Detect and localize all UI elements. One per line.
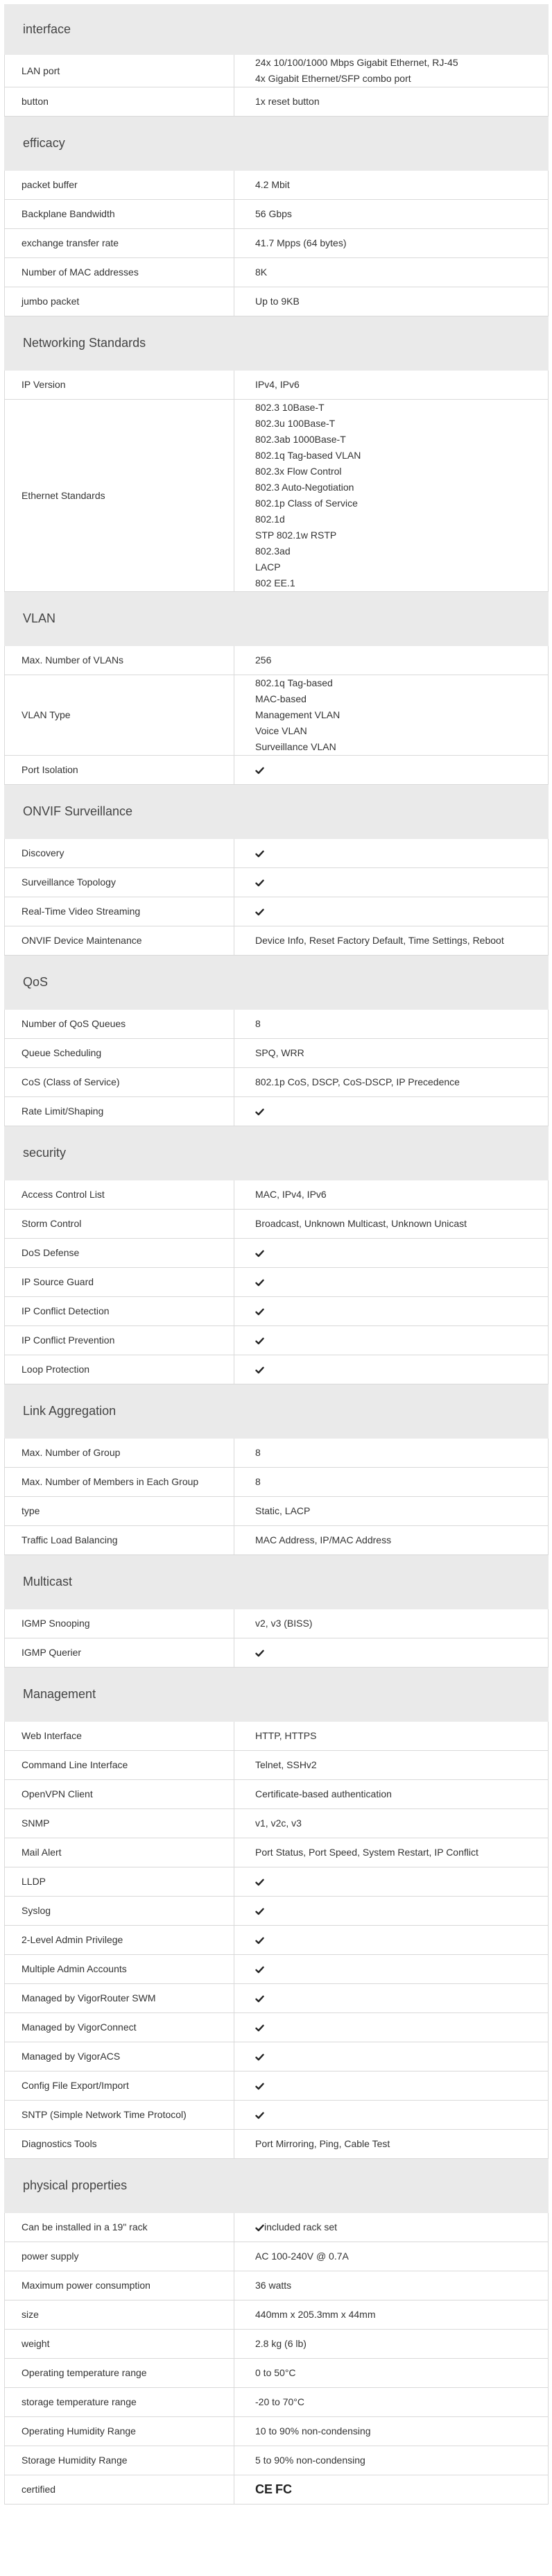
spec-label: 2-Level Admin Privilege bbox=[5, 1926, 234, 1955]
spec-row-diagnostics-tools bbox=[5, 2130, 549, 2159]
section-title: security bbox=[5, 1126, 549, 1180]
certification-marks bbox=[255, 2482, 292, 2498]
spec-label: Number of MAC addresses bbox=[5, 258, 234, 287]
spec-value-line: 2.8 kg (6 lb) bbox=[255, 2338, 307, 2349]
spec-value bbox=[234, 258, 549, 287]
spec-row-ip-version bbox=[5, 371, 549, 400]
spec-label: Rate Limit/Shaping bbox=[5, 1097, 234, 1126]
spec-row-storage-humidity-range bbox=[5, 2446, 549, 2475]
spec-row-rate-limit-shaping bbox=[5, 1097, 549, 1126]
spec-row-exchange-transfer-rate bbox=[5, 229, 549, 258]
spec-value bbox=[234, 1326, 549, 1355]
spec-value-line: 56 Gbps bbox=[255, 208, 292, 219]
checkmark-icon bbox=[255, 1879, 264, 1886]
spec-label: Real-Time Video Streaming bbox=[5, 897, 234, 926]
spec-value bbox=[234, 756, 549, 785]
spec-value bbox=[234, 400, 549, 592]
spec-value-line: 10 to 90% non-condensing bbox=[255, 2425, 371, 2437]
spec-value bbox=[234, 1838, 549, 1867]
spec-value bbox=[234, 1497, 549, 1526]
section-title: Multicast bbox=[5, 1555, 549, 1609]
spec-value bbox=[234, 1039, 549, 1068]
spec-value bbox=[234, 2388, 549, 2417]
spec-value-line: included rack set bbox=[264, 2221, 338, 2232]
spec-value-line: -20 to 70°C bbox=[255, 2396, 304, 2407]
spec-label: Loop Protection bbox=[5, 1355, 234, 1384]
spec-label: Max. Number of Members in Each Group bbox=[5, 1468, 234, 1497]
spec-value-line: STP 802.1w RSTP bbox=[255, 529, 337, 541]
spec-value-line: 4x Gigabit Ethernet/SFP combo port bbox=[255, 73, 411, 84]
spec-value bbox=[234, 675, 549, 756]
spec-value bbox=[234, 2213, 549, 2242]
spec-value bbox=[234, 1268, 549, 1297]
spec-row-config-file-export-import bbox=[5, 2071, 549, 2101]
section-title: VLAN bbox=[5, 592, 549, 646]
spec-row-type bbox=[5, 1497, 549, 1526]
spec-value bbox=[234, 2359, 549, 2388]
spec-value bbox=[234, 2242, 549, 2271]
spec-label: certified bbox=[5, 2475, 234, 2505]
spec-value-line: MAC, IPv4, IPv6 bbox=[255, 1189, 327, 1200]
spec-value bbox=[234, 371, 549, 400]
spec-value bbox=[234, 1638, 549, 1668]
spec-value-line: 4.2 Mbit bbox=[255, 179, 290, 190]
spec-value-line: 24x 10/100/1000 Mbps Gigabit Ethernet, RJ-45 bbox=[255, 57, 458, 68]
checkmark-icon bbox=[255, 1250, 264, 1257]
spec-label: Managed by VigorConnect bbox=[5, 2013, 234, 2042]
spec-label: Web Interface bbox=[5, 1722, 234, 1751]
checkmark-icon bbox=[255, 1337, 264, 1345]
spec-value bbox=[234, 1897, 549, 1926]
spec-table-body bbox=[5, 5, 549, 2505]
spec-label: packet buffer bbox=[5, 171, 234, 200]
section-title: Networking Standards bbox=[5, 316, 549, 371]
section-title: Management bbox=[5, 1668, 549, 1722]
spec-label: VLAN Type bbox=[5, 675, 234, 756]
spec-row-max-number-of-members-in-each-group bbox=[5, 1468, 549, 1497]
section-header-multicast bbox=[5, 1555, 549, 1609]
spec-value-line: Voice VLAN bbox=[255, 725, 307, 736]
spec-value-line: IPv4, IPv6 bbox=[255, 379, 300, 390]
section-header-onvif-surveillance bbox=[5, 785, 549, 839]
spec-value-line: 5 to 90% non-condensing bbox=[255, 2455, 365, 2466]
checkmark-icon bbox=[255, 1650, 264, 1657]
spec-row-operating-temperature-range bbox=[5, 2359, 549, 2388]
spec-value bbox=[234, 1926, 549, 1955]
spec-value-line: v1, v2c, v3 bbox=[255, 1817, 302, 1829]
spec-label: Operating Humidity Range bbox=[5, 2417, 234, 2446]
spec-value bbox=[234, 55, 549, 87]
spec-label: SNTP (Simple Network Time Protocol) bbox=[5, 2101, 234, 2130]
spec-label: IP Conflict Prevention bbox=[5, 1326, 234, 1355]
section-title: physical properties bbox=[5, 2159, 549, 2213]
spec-value-line: 36 watts bbox=[255, 2280, 292, 2291]
spec-row-sntp-simple-network-time-protocol bbox=[5, 2101, 549, 2130]
spec-label: Number of QoS Queues bbox=[5, 1010, 234, 1039]
spec-label: Max. Number of Group bbox=[5, 1439, 234, 1468]
spec-row-discovery bbox=[5, 839, 549, 868]
spec-value bbox=[234, 287, 549, 316]
spec-label: Traffic Load Balancing bbox=[5, 1526, 234, 1555]
spec-label: jumbo packet bbox=[5, 287, 234, 316]
spec-row-managed-by-vigoracs bbox=[5, 2042, 549, 2071]
spec-value bbox=[234, 1297, 549, 1326]
spec-value-line: Static, LACP bbox=[255, 1505, 311, 1516]
spec-label: IGMP Snooping bbox=[5, 1609, 234, 1638]
spec-value bbox=[234, 1439, 549, 1468]
spec-value-line: Telnet, SSHv2 bbox=[255, 1759, 317, 1770]
spec-value bbox=[234, 2417, 549, 2446]
spec-value bbox=[234, 200, 549, 229]
checkmark-icon bbox=[255, 1937, 264, 1944]
section-header-interface bbox=[5, 5, 549, 55]
checkmark-icon bbox=[255, 2224, 264, 2232]
spec-row-command-line-interface bbox=[5, 1751, 549, 1780]
checkmark-icon bbox=[255, 879, 264, 887]
spec-value-line: 440mm x 205.3mm x 44mm bbox=[255, 2309, 376, 2320]
spec-label: LLDP bbox=[5, 1867, 234, 1897]
spec-value-line: 802.3ab 1000Base-T bbox=[255, 434, 346, 445]
spec-value-line: MAC Address, IP/MAC Address bbox=[255, 1534, 392, 1545]
spec-value bbox=[234, 1809, 549, 1838]
spec-row-snmp bbox=[5, 1809, 549, 1838]
spec-value-line: Certificate-based authentication bbox=[255, 1788, 392, 1799]
spec-value-line: 802.1p CoS, DSCP, CoS-DSCP, IP Precedence bbox=[255, 1076, 460, 1087]
spec-value-line: Up to 9KB bbox=[255, 296, 300, 307]
spec-label: Mail Alert bbox=[5, 1838, 234, 1867]
checkmark-icon bbox=[255, 1966, 264, 1974]
checkmark-icon bbox=[255, 1279, 264, 1287]
checkmark-icon bbox=[255, 767, 264, 774]
spec-value bbox=[234, 1468, 549, 1497]
spec-row-certified bbox=[5, 2475, 549, 2505]
spec-value bbox=[234, 1867, 549, 1897]
spec-value-line: MAC-based bbox=[255, 693, 307, 704]
spec-row-real-time-video-streaming bbox=[5, 897, 549, 926]
spec-value-line: 802 EE.1 bbox=[255, 577, 295, 588]
spec-value-line: Port Status, Port Speed, System Restart, IP Conflict bbox=[255, 1847, 478, 1858]
spec-label: Queue Scheduling bbox=[5, 1039, 234, 1068]
spec-row-jumbo-packet bbox=[5, 287, 549, 316]
spec-value bbox=[234, 171, 549, 200]
spec-value-line: Surveillance VLAN bbox=[255, 741, 336, 752]
spec-value bbox=[234, 2330, 549, 2359]
spec-row-syslog bbox=[5, 1897, 549, 1926]
spec-label: Port Isolation bbox=[5, 756, 234, 785]
spec-value-line: v2, v3 (BISS) bbox=[255, 1618, 313, 1629]
spec-value-line: 8 bbox=[255, 1018, 261, 1029]
ce-mark-icon: CE bbox=[255, 2482, 273, 2496]
spec-value bbox=[234, 2271, 549, 2300]
spec-label: Storage Humidity Range bbox=[5, 2446, 234, 2475]
spec-value-line: Device Info, Reset Factory Default, Time Settings, Reboot bbox=[255, 935, 504, 946]
spec-value bbox=[234, 926, 549, 956]
spec-row-can-be-installed-in-a-19-rack bbox=[5, 2213, 549, 2242]
spec-row-ip-source-guard bbox=[5, 1268, 549, 1297]
spec-value-line: 8K bbox=[255, 266, 268, 278]
spec-row-backplane-bandwidth bbox=[5, 200, 549, 229]
spec-row-power-supply bbox=[5, 2242, 549, 2271]
spec-label: button bbox=[5, 87, 234, 117]
spec-value bbox=[234, 1097, 549, 1126]
spec-label: Ethernet Standards bbox=[5, 400, 234, 592]
spec-label: IP Conflict Detection bbox=[5, 1297, 234, 1326]
spec-value bbox=[234, 2130, 549, 2159]
section-header-qos bbox=[5, 956, 549, 1010]
spec-value bbox=[234, 1010, 549, 1039]
spec-row-surveillance-topology bbox=[5, 868, 549, 897]
spec-value bbox=[234, 87, 549, 117]
spec-label: SNMP bbox=[5, 1809, 234, 1838]
section-header-efficacy bbox=[5, 117, 549, 171]
spec-value bbox=[234, 2042, 549, 2071]
spec-label: Access Control List bbox=[5, 1180, 234, 1210]
spec-value-line: 802.3ad bbox=[255, 545, 291, 557]
spec-label: Storm Control bbox=[5, 1210, 234, 1239]
section-header-link-aggregation bbox=[5, 1384, 549, 1439]
spec-value-line: 802.1q Tag-based bbox=[255, 677, 333, 688]
spec-value bbox=[234, 646, 549, 675]
spec-row-cos-class-of-service bbox=[5, 1068, 549, 1097]
spec-row-managed-by-vigorrouter-swm bbox=[5, 1984, 549, 2013]
checkmark-icon bbox=[255, 2083, 264, 2090]
section-header-vlan bbox=[5, 592, 549, 646]
spec-value bbox=[234, 2446, 549, 2475]
checkmark-icon bbox=[255, 2053, 264, 2061]
section-header-security bbox=[5, 1126, 549, 1180]
spec-row-igmp-querier bbox=[5, 1638, 549, 1668]
spec-row-traffic-load-balancing bbox=[5, 1526, 549, 1555]
spec-value bbox=[234, 1609, 549, 1638]
spec-value bbox=[234, 1722, 549, 1751]
checkmark-icon bbox=[255, 2112, 264, 2119]
spec-label: Command Line Interface bbox=[5, 1751, 234, 1780]
spec-row-packet-buffer bbox=[5, 171, 549, 200]
spec-label: Managed by VigorRouter SWM bbox=[5, 1984, 234, 2013]
checkmark-icon bbox=[255, 1908, 264, 1915]
spec-value-line: SPQ, WRR bbox=[255, 1047, 304, 1058]
spec-value-line: AC 100-240V @ 0.7A bbox=[255, 2251, 349, 2262]
section-header-networking-standards bbox=[5, 316, 549, 371]
spec-value-line: HTTP, HTTPS bbox=[255, 1730, 317, 1741]
spec-label: OpenVPN Client bbox=[5, 1780, 234, 1809]
spec-label: size bbox=[5, 2300, 234, 2330]
spec-row-web-interface bbox=[5, 1722, 549, 1751]
spec-row-number-of-mac-addresses bbox=[5, 258, 549, 287]
spec-row-operating-humidity-range bbox=[5, 2417, 549, 2446]
spec-value-line: 802.1q Tag-based VLAN bbox=[255, 450, 361, 461]
spec-row-maximum-power-consumption bbox=[5, 2271, 549, 2300]
spec-row-dos-defense bbox=[5, 1239, 549, 1268]
spec-row-number-of-qos-queues bbox=[5, 1010, 549, 1039]
spec-value bbox=[234, 839, 549, 868]
spec-label: Surveillance Topology bbox=[5, 868, 234, 897]
checkmark-icon bbox=[255, 1108, 264, 1116]
spec-table bbox=[4, 4, 549, 2505]
spec-row-weight bbox=[5, 2330, 549, 2359]
checkmark-icon bbox=[255, 1308, 264, 1316]
spec-label: IP Version bbox=[5, 371, 234, 400]
spec-value bbox=[234, 1180, 549, 1210]
spec-value bbox=[234, 2475, 549, 2505]
section-title: QoS bbox=[5, 956, 549, 1010]
section-title: efficacy bbox=[5, 117, 549, 171]
spec-value bbox=[234, 1068, 549, 1097]
spec-row-storage-temperature-range bbox=[5, 2388, 549, 2417]
spec-value-line: Management VLAN bbox=[255, 709, 340, 720]
spec-label: storage temperature range bbox=[5, 2388, 234, 2417]
spec-value-line: 0 to 50°C bbox=[255, 2367, 296, 2378]
section-title: Link Aggregation bbox=[5, 1384, 549, 1439]
spec-value-line: 41.7 Mpps (64 bytes) bbox=[255, 237, 347, 248]
spec-value-line: LACP bbox=[255, 561, 281, 573]
spec-row-queue-scheduling bbox=[5, 1039, 549, 1068]
spec-row-ip-conflict-detection bbox=[5, 1297, 549, 1326]
spec-row-ip-conflict-prevention bbox=[5, 1326, 549, 1355]
spec-value bbox=[234, 1780, 549, 1809]
fc-mark-icon: FC bbox=[275, 2482, 293, 2496]
spec-value-line: 256 bbox=[255, 654, 272, 666]
spec-value bbox=[234, 2071, 549, 2101]
checkmark-icon bbox=[255, 908, 264, 916]
spec-value bbox=[234, 1955, 549, 1984]
spec-label: power supply bbox=[5, 2242, 234, 2271]
spec-row-max-number-of-vlans bbox=[5, 646, 549, 675]
spec-row-mail-alert bbox=[5, 1838, 549, 1867]
spec-value bbox=[234, 1751, 549, 1780]
spec-row-port-isolation bbox=[5, 756, 549, 785]
spec-value bbox=[234, 2300, 549, 2330]
spec-row-multiple-admin-accounts bbox=[5, 1955, 549, 1984]
spec-value-line: 8 bbox=[255, 1476, 261, 1487]
spec-value bbox=[234, 2013, 549, 2042]
spec-label: Max. Number of VLANs bbox=[5, 646, 234, 675]
spec-label: Managed by VigorACS bbox=[5, 2042, 234, 2071]
spec-label: IGMP Querier bbox=[5, 1638, 234, 1668]
spec-value bbox=[234, 229, 549, 258]
section-header-management bbox=[5, 1668, 549, 1722]
spec-value-line: Broadcast, Unknown Multicast, Unknown Unicast bbox=[255, 1218, 467, 1229]
spec-row-ethernet-standards bbox=[5, 400, 549, 592]
spec-value bbox=[234, 2101, 549, 2130]
spec-value bbox=[234, 897, 549, 926]
spec-value bbox=[234, 1526, 549, 1555]
section-title: ONVIF Surveillance bbox=[5, 785, 549, 839]
spec-value-line: 802.1p Class of Service bbox=[255, 498, 358, 509]
spec-row-managed-by-vigorconnect bbox=[5, 2013, 549, 2042]
section-header-physical-properties bbox=[5, 2159, 549, 2213]
spec-row-igmp-snooping bbox=[5, 1609, 549, 1638]
spec-value-line: 802.3x Flow Control bbox=[255, 466, 342, 477]
spec-value bbox=[234, 868, 549, 897]
spec-value-line: Port Mirroring, Ping, Cable Test bbox=[255, 2138, 390, 2149]
spec-label: Can be installed in a 19" rack bbox=[5, 2213, 234, 2242]
spec-value-line: 802.3u 100Base-T bbox=[255, 418, 336, 429]
spec-label: Diagnostics Tools bbox=[5, 2130, 234, 2159]
spec-label: Multiple Admin Accounts bbox=[5, 1955, 234, 1984]
spec-label: Config File Export/Import bbox=[5, 2071, 234, 2101]
spec-row-2-level-admin-privilege bbox=[5, 1926, 549, 1955]
spec-label: Discovery bbox=[5, 839, 234, 868]
spec-value bbox=[234, 1210, 549, 1239]
checkmark-icon bbox=[255, 1366, 264, 1374]
spec-label: weight bbox=[5, 2330, 234, 2359]
spec-row-storm-control bbox=[5, 1210, 549, 1239]
checkmark-icon bbox=[255, 850, 264, 858]
spec-row-max-number-of-group bbox=[5, 1439, 549, 1468]
spec-row-lan-port bbox=[5, 55, 549, 87]
spec-row-access-control-list bbox=[5, 1180, 549, 1210]
spec-value-line: 802.3 10Base-T bbox=[255, 402, 325, 413]
spec-value bbox=[234, 1239, 549, 1268]
checkmark-icon bbox=[255, 2024, 264, 2032]
spec-label: Backplane Bandwidth bbox=[5, 200, 234, 229]
spec-row-onvif-device-maintenance bbox=[5, 926, 549, 956]
spec-label: IP Source Guard bbox=[5, 1268, 234, 1297]
spec-label: Operating temperature range bbox=[5, 2359, 234, 2388]
spec-row-openvpn-client bbox=[5, 1780, 549, 1809]
spec-value-line: 1x reset button bbox=[255, 96, 320, 107]
spec-row-vlan-type bbox=[5, 675, 549, 756]
spec-label: DoS Defense bbox=[5, 1239, 234, 1268]
spec-value-line: 802.1d bbox=[255, 514, 285, 525]
spec-row-lldp bbox=[5, 1867, 549, 1897]
section-title: interface bbox=[5, 5, 549, 55]
spec-row-button bbox=[5, 87, 549, 117]
spec-value bbox=[234, 1355, 549, 1384]
spec-label: CoS (Class of Service) bbox=[5, 1068, 234, 1097]
spec-value-line: 8 bbox=[255, 1447, 261, 1458]
checkmark-icon bbox=[255, 1995, 264, 2003]
spec-label: Syslog bbox=[5, 1897, 234, 1926]
spec-label: ONVIF Device Maintenance bbox=[5, 926, 234, 956]
spec-label: exchange transfer rate bbox=[5, 229, 234, 258]
spec-row-size bbox=[5, 2300, 549, 2330]
spec-value bbox=[234, 1984, 549, 2013]
spec-value-line: 802.3 Auto-Negotiation bbox=[255, 482, 354, 493]
spec-label: type bbox=[5, 1497, 234, 1526]
spec-label: Maximum power consumption bbox=[5, 2271, 234, 2300]
spec-row-loop-protection bbox=[5, 1355, 549, 1384]
spec-label: LAN port bbox=[5, 55, 234, 87]
